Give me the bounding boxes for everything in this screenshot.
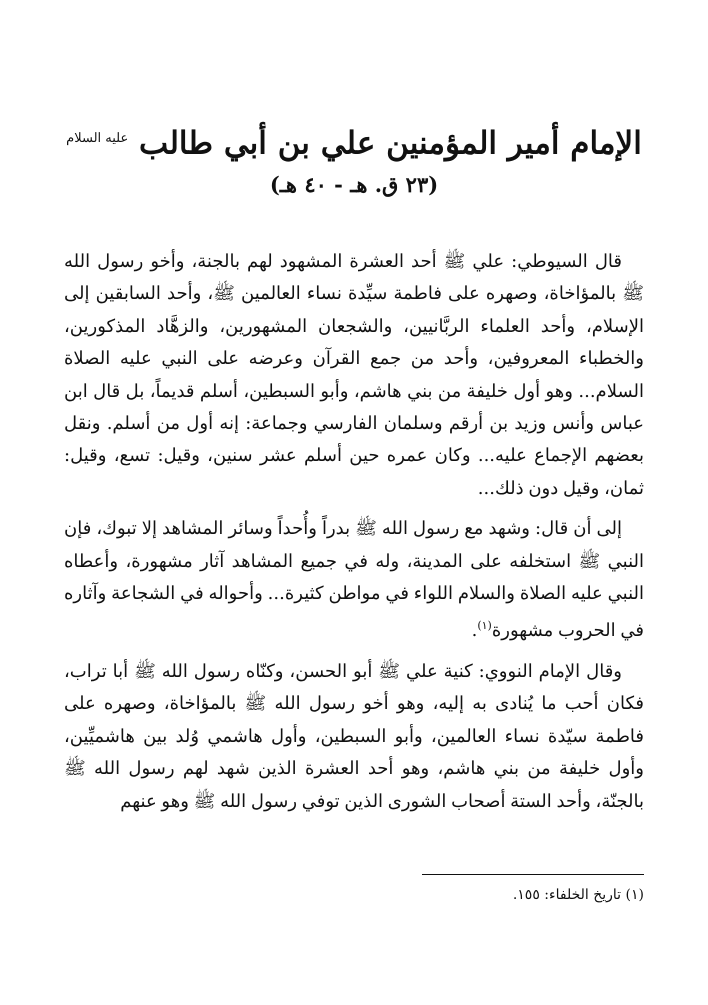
page-title [40, 117, 668, 165]
paragraph: إلى أن قال: وشهد مع رسول الله ﷺ بدراً وأُحداً وسائر المشاهد إلا تبوك، فإن النبي ﷺ استخلفه على المدينة، وله في جميع المشاهد آثار مشهورة، وأعطاه النبي عليه الصلاة والسلام اللواء في مواطن كثيرة... وأحواله في الشجاعة وآثاره في الحروب مشهورة$^{(١)}$. [64, 518, 644, 642]
title-text: الإمام أمير المؤمنين علي بن أبي طالب [139, 125, 642, 162]
paragraph [64, 246, 644, 505]
footnote: (١) تاريخ الخلفاء: ١٥٥. [512, 887, 644, 903]
paragraph-text: قال السيوطي: علي ﷺ أحد العشرة المشهود لهم بالجنة، وأخو رسول الله ﷺ بالمؤاخاة، وصهره على فاطمة سيِّدة نساء العالمين ﷺ، وأحد السابقين إلى الإسلام، وأحد العلماء الربَّانيين، والشجعان المشهورين، والزهَّاد المذكورين، والخطباء المعروفين، وأحد من جمع القرآن وعرضه على النبي عليه الصلاة السلام... وهو أول خليفة من بني هاشم، وأبو السبطين، أسلم قديماً، بل قال ابن عباس وأنس وزيد بن أرقم وسلمان الفارسي وجماعة: إنه أول من أسلم. ونقل بعضهم الإجماع عليه... وكان عمره حين أسلم عشر سنين، وقيل: تسع، وقيل: ثمان، وقيل دون ذلك... [64, 251, 644, 499]
footnote-divider [422, 874, 644, 875]
paragraph-text: وقال الإمام النووي: كنية علي ﷺ أبو الحسن، وكنّاه رسول الله ﷺ أبا تراب، فكان أحب ما يُنادى به إليه، وهو أخو رسول الله ﷺ بالمؤاخاة، وصهره على فاطمة سيّدة نساء العالمين، وأبو السبطين، وأول هاشمي وُلد بين هاشميِّين، وأول خليفة من بني هاشم، وهو أحد العشرة الذين شهد لهم رسول الله ﷺ بالجنّة، وأحد الستة أصحاب الشورى الذين توفي رسول الله ﷺ وهو عنهم [64, 660, 644, 812]
paragraph-text: إلى أن قال: وشهد مع رسول الله ﷺ بدراً وأُحداً وسائر المشاهد إلا تبوك، فإن النبي ﷺ استخلفه على المدينة، وله في جميع المشاهد آثار مشهورة، وأعطاه النبي عليه الصلاة والسلام اللواء في مواطن كثيرة... وأحواله في الشجاعة وآثاره في الحروب مشهورة [64, 518, 644, 642]
lifespan-dates: (٢٣ ق. هـ - ٤٠ هـ) [269, 172, 439, 197]
body-text [64, 246, 644, 826]
footnote-marker[interactable]: (١) [477, 619, 492, 633]
title-honorific: عليه السلام [66, 130, 129, 146]
paragraph [64, 656, 644, 818]
